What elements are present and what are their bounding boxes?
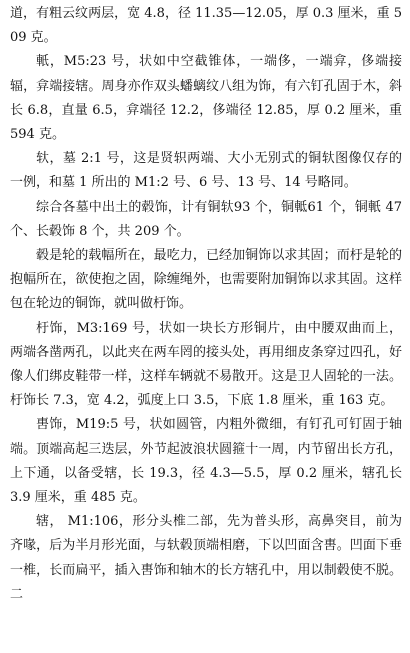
paragraph-5: 毂是轮的载幅所在，最吃力，已经加铜饰以求其固；而杅是轮的抱幅所在，欲使抱之固，除缠绳外，也需要附加铜饰以求其固。这样包在轮边的铜饰，就叫做杅饰。	[10, 248, 402, 312]
paragraph-2: 軝，M5:23 号，状如中空截锥体，一端侈，一端弇，侈端接辐，弇端接辖。周身亦作双头蟠螭纹八组为饰，有六钉孔固于木，斜长 6.8，直量 6.5，弇端径 12.2，侈端径 12.85，厚 0.2 厘米，重 594 克。	[10, 54, 402, 143]
paragraph-6: 杅饰，M3:169 号，状如一块长方形铜片，由中腰双曲而上，两端各凿两孔，以此夹在两车罔的接头处，再用细皮条穿过四孔，好像人们绑皮鞋带一样，这样车辆就不易散开。这是卫人固轮的一法。杅饰长 7.3，宽 4.2，弧度上口 3.5，下底 1.8 厘米，重 163 克。	[10, 320, 402, 409]
paragraph-3: 轪，墓 2:1 号，这是贤轵两端、大小无别式的铜轪图像仅存的一例，和墓 1 所出的 M1:2 号、6 号、13 号、14 号略同。	[10, 151, 402, 191]
paragraph-7: 軎饰，M19:5 号，状如圆管，内粗外微细，有钉孔可钉固于轴端。顶端高起三迭层，外节起波浪状圆箍十一周，内节留出长方孔，上下通，以备受辖，长 19.3，径 4.3—5.5，厚 0.2 厘米，辖孔长 3.9 厘米，重 485 克。	[10, 417, 402, 506]
paragraph-8: 辖， M1:106，形分头椎二部，先为普头形，高鼻突目，前为齐喙，后为半月形光面，与轪毂顶端相磨，下以凹面含軎。凹面下垂一椎，长而扁平，插入軎饰和轴木的长方辖孔中，用以制毂使不脱。二	[10, 514, 402, 602]
paragraph-1: 道，有粗云纹两层，宽 4.8，径 11.35—12.05，厚 0.3 厘米，重 509 克。	[10, 6, 402, 46]
paragraph-4: 综合各墓中出土的毂饰，计有铜轪93 个，铜軧61 个，铜軝 47 个、长毂饰 8 个，共 209 个。	[10, 199, 402, 239]
